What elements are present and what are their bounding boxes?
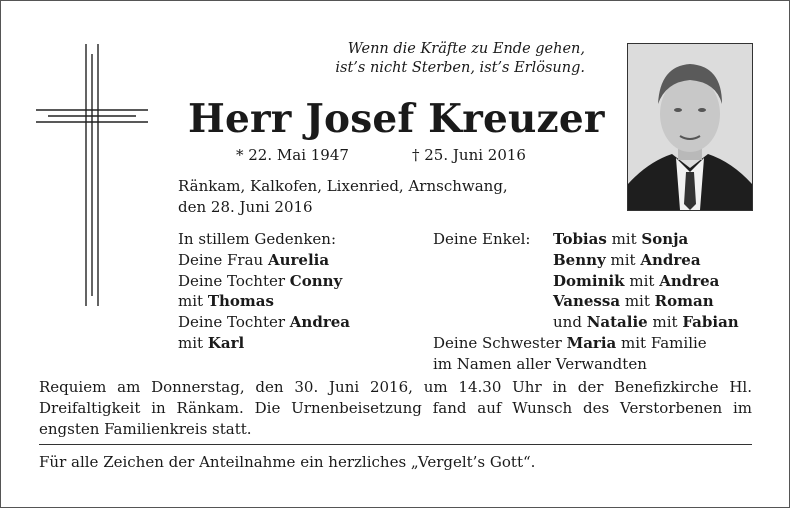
sister-block <box>433 333 707 375</box>
grandchild-pair: Tobias mit Sonja <box>553 230 689 248</box>
mourner-sister: Deine Schwester Maria mit Familie <box>433 334 707 352</box>
grandchild-pair: Vanessa mit Roman <box>553 292 714 311</box>
mourners-list <box>178 229 350 354</box>
grandchild-pair: Benny mit Andrea <box>553 250 701 269</box>
mourner-daughter: Deine Tochter Conny <box>178 271 343 290</box>
deceased-name: Herr Josef Kreuzer <box>188 96 605 142</box>
motto <box>300 40 585 78</box>
place-line: Ränkam, Kalkofen, Lixenried, Arnschwang, <box>178 177 508 195</box>
thanks-text: Für alle Zeichen der Anteilnahme ein herzliches „Vergelt’s Gott“. <box>39 453 536 471</box>
grandchildren-label: Deine Enkel: <box>433 230 531 248</box>
divider <box>39 444 752 445</box>
mourner-partner: mit Karl <box>178 333 245 352</box>
mourners-intro: In stillem Gedenken: <box>178 230 337 248</box>
motto-line: ist’s nicht Sterben, ist’s Erlösung. <box>335 60 585 76</box>
mourner-partner: mit Thomas <box>178 292 274 311</box>
motto-line: Wenn die Kräfte zu Ende gehen, <box>347 41 585 57</box>
mourner-daughter: Deine Tochter Andrea <box>178 313 350 332</box>
requiem-text: Requiem am Donnerstag, den 30. Juni 2016, um 14.30 Uhr in der Benefizkirche Hl. Dreifaltigkeit in Ränkam. Die Urnenbeisetzung fand auf Wunsch des Verstorbenen im engsten Familienkreis statt. <box>39 378 752 438</box>
place-date <box>178 176 508 218</box>
portrait-photo <box>627 43 753 211</box>
grandchildren-list <box>553 229 739 333</box>
birth-date: * 22. Mai 1947 <box>236 146 349 164</box>
grandchild-pair: Dominik mit Andrea <box>553 271 720 290</box>
death-date: † 25. Juni 2016 <box>412 146 526 164</box>
grandchild-pair: und Natalie mit Fabian <box>553 313 739 332</box>
mourner-wife: Deine Frau Aurelia <box>178 250 330 269</box>
relatives-line: im Namen aller Verwandten <box>433 354 647 373</box>
cross-icon <box>36 44 148 306</box>
date-line: den 28. Juni 2016 <box>178 198 313 216</box>
